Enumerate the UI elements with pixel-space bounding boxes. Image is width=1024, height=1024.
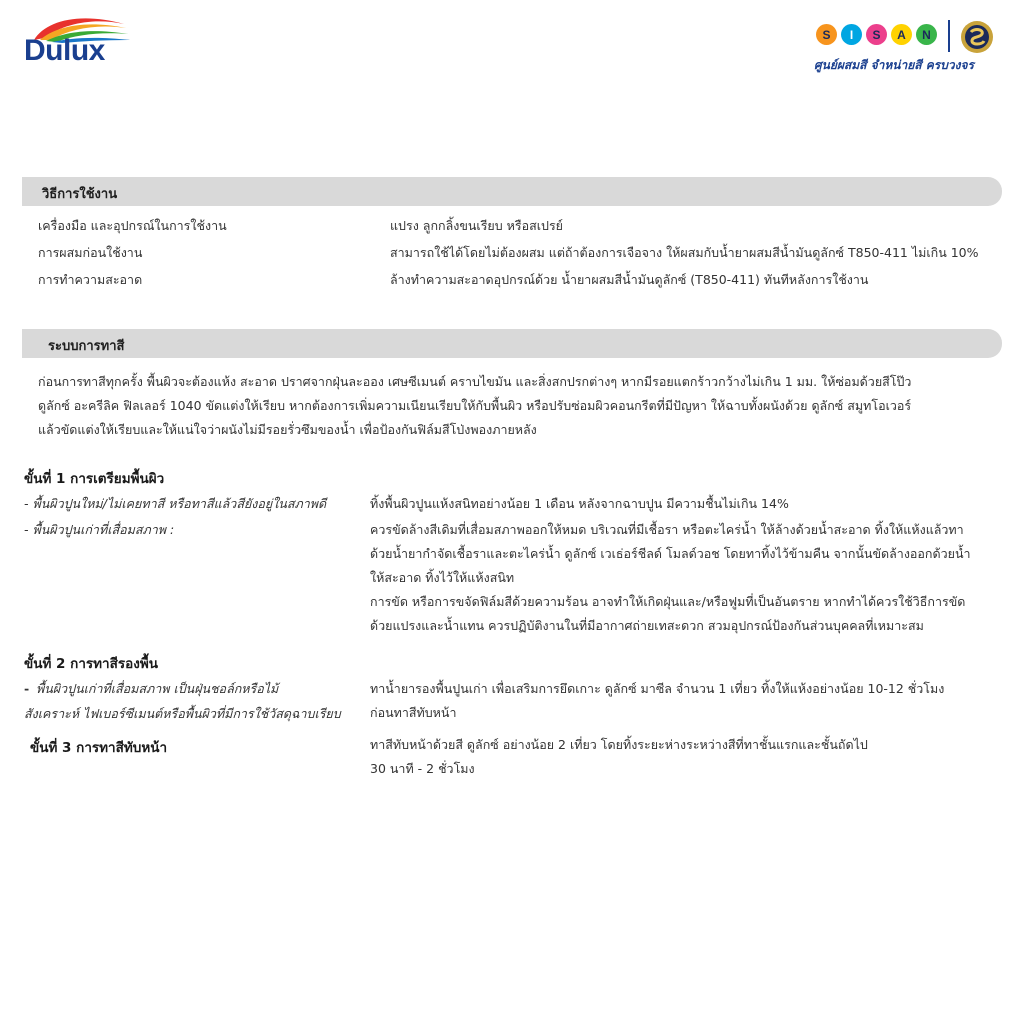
step3-title: ขั้นที่ 3 การทาสีทับหน้า [30, 740, 168, 756]
step1-title: ขั้นที่ 1 การเตรียมพื้นผิว [24, 471, 165, 487]
usage-value-cleaning: ล้างทำความสะอาดอุปกรณ์ด้วย น้ำยาผสมสีน้ำมันดูลักซ์ (T850-411) ทันทีหลังการใช้งาน [390, 272, 869, 287]
dulux-wordmark: Dulux [24, 34, 105, 67]
step1-new-surface-text: ทิ้งพื้นผิวปูนแห้งสนิทอย่างน้อย 1 เดือน หลังจากฉาบปูน มีความชื้นไม่เกิน 14% [370, 496, 789, 511]
usage-section-title: วิธีการใช้งาน [42, 187, 118, 202]
sisan-letter-a: A [891, 24, 912, 45]
sisan-logo [812, 20, 1012, 76]
step1-old-surface-text: ควรขัดล้างสีเดิมที่เสื่อมสภาพออกให้หมด บริเวณที่มีเชื้อรา หรือตะไคร่น้ำ ให้ล้างด้วยน้ำสะอาด ทิ้งให้แห้งแล้วทา ด้วยน้ำยากำจัดเชื้อราและตะไคร่น้ำ ดูลักซ์ เวเธ่อร์ชีลด์ โมลด์วอช โดยทาทิ้งไว้ข้ามคืน จากนั้นขัดล้างออกด้วยน้ำ ให้สะอาด ทิ้งไว้ให้แห้งสนิท การขัด หรือการขจัดฟิล์มสีด้วยความร้อน อาจทำให้เกิดฝุ่นและ/หรือฟูมที่เป็นอันตราย หากทำได้ควรใช้วิธีการขัด ด้วยแปรงและน้ำแทน ควรปฏิบัติงานในที่มีอากาศถ่ายเทสะดวก สวมอุปกรณ์ป้องกันส่วนบุคคลที่เหมาะสม [370, 522, 971, 633]
step2-label-dash: - [24, 681, 30, 696]
system-section-title: ระบบการทาสี [48, 339, 125, 354]
usage-value-tools: แปรง ลูกกลิ้งขนเรียบ หรือสเปรย์ [390, 218, 563, 233]
sisan-emblem-icon [960, 20, 994, 54]
sisan-letter-s2: S [866, 24, 887, 45]
dealer-tagline: ศูนย์ผสมสี จำหน่ายสี ครบวงจร [814, 58, 974, 72]
step2-label-line2: สังเคราะห์ ไฟเบอร์ซีเมนต์หรือพื้นผิวที่มีการใช้วัสดุฉาบเรียบ [24, 706, 341, 721]
usage-label-tools: เครื่องมือ และอุปกรณ์ในการใช้งาน [38, 218, 227, 233]
step1-new-surface-label: - พื้นผิวปูนใหม่/ไม่เคยทาสี หรือทาสีแล้วสียังอยู่ในสภาพดี [24, 496, 327, 511]
usage-section-header [22, 177, 1002, 206]
sisan-letter-i: I [841, 24, 862, 45]
step2-title: ขั้นที่ 2 การทาสีรองพื้น [24, 656, 158, 672]
usage-value-mixing: สามารถใช้ได้โดยไม่ต้องผสม แต่ถ้าต้องการเจือจาง ให้ผสมกับน้ำยาผสมสีน้ำมันดูลักซ์ T850-411 ไม่เกิน 10% [390, 245, 979, 260]
step1-old-surface-label: - พื้นผิวปูนเก่าที่เสื่อมสภาพ : [24, 522, 175, 537]
system-section-header [22, 329, 1002, 358]
step2-label-line1: พื้นผิวปูนเก่าที่เสื่อมสภาพ เป็นฝุ่นชอล์กหรือไม้ [36, 681, 279, 696]
system-intro: ก่อนการทาสีทุกครั้ง พื้นผิวจะต้องแห้ง สะอาด ปราศจากฝุ่นละออง เศษซีเมนต์ คราบไขมัน และสิ่งสกปรกต่างๆ หากมีรอยแตกร้าวกว้างไม่เกิน 1 มม. ให้ซ่อมด้วยสีโป๊ว ดูลักซ์ อะครีลิค ฟิลเลอร์ 1040 ขัดแต่งให้เรียบ หากต้องการเพิ่มความเนียนเรียบให้กับพื้นผิว หรือปรับซ่อมผิวคอนกรีตที่มีปัญหา ให้ฉาบทั้งผนังด้วย ดูลักซ์ สมูทโอเวอร์ แล้วขัดแต่งให้เรียบและให้แน่ใจว่าผนังไม่มีรอยรั่วซึมของน้ำ เพื่อป้องกันฟิล์มสีโป่งพองภายหลัง [38, 374, 912, 437]
logo-divider [948, 20, 950, 52]
step2-text: ทาน้ำยารองพื้นปูนเก่า เพื่อเสริมการยึดเกาะ ดูลักซ์ มาซีล จำนวน 1 เที่ยว ทิ้งให้แห้งอย่างน้อย 10-12 ชั่วโมง ก่อนทาสีทับหน้า [370, 681, 945, 720]
usage-label-cleaning: การทำความสะอาด [38, 272, 143, 287]
sisan-letter-s1: S [816, 24, 837, 45]
step3-text: ทาสีทับหน้าด้วยสี ดูลักซ์ อย่างน้อย 2 เที่ยว โดยทิ้งระยะห่างระหว่างสีที่ทาชั้นแรกและชั้นถัดไป 30 นาที - 2 ชั่วโมง [370, 737, 868, 776]
usage-label-mixing: การผสมก่อนใช้งาน [38, 245, 143, 260]
dulux-logo [20, 14, 130, 70]
sisan-letter-n: N [916, 24, 937, 45]
